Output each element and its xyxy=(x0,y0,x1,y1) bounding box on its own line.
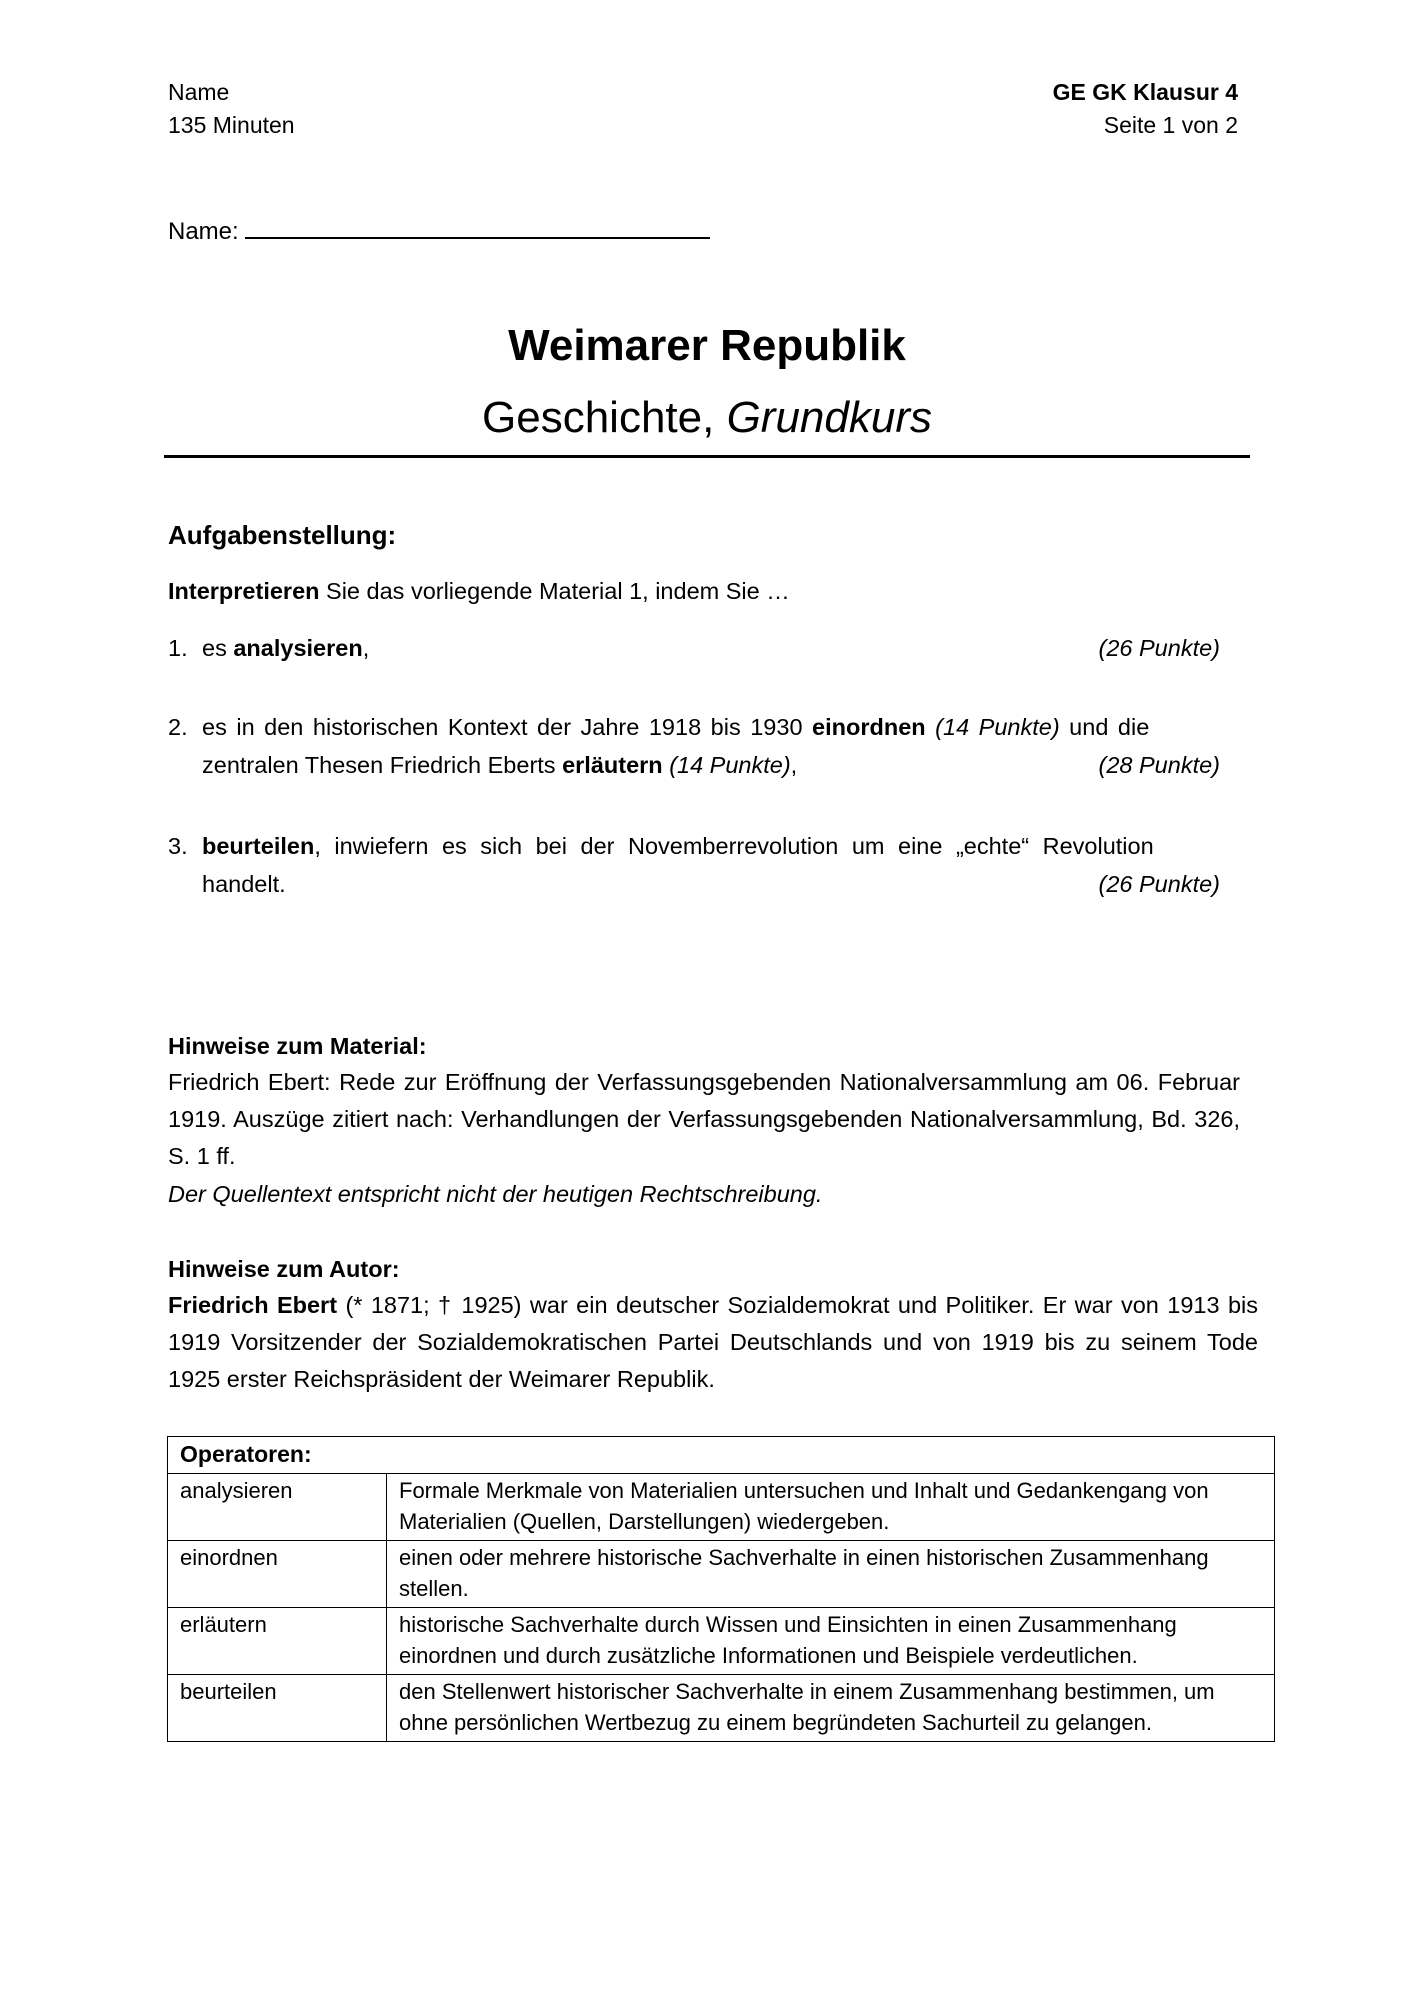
task-item-mid-1: und die xyxy=(1059,714,1150,740)
name-field-line[interactable] xyxy=(245,213,710,239)
task-item-points: (28 Punkte) xyxy=(1098,752,1220,778)
name-field xyxy=(168,213,710,247)
task-item-verb: einordnen xyxy=(812,714,926,740)
task-intro-text: Sie das vorliegende Material 1, indem Sie … xyxy=(319,578,790,604)
task-intro xyxy=(168,572,790,610)
task-item-text-line1 xyxy=(202,708,1220,746)
task-item-text-line2 xyxy=(202,746,1220,784)
operators-heading: Operatoren: xyxy=(168,1437,1275,1474)
material-note: Der Quellentext entspricht nicht der heutigen Rechtschreibung. xyxy=(168,1181,823,1207)
task-item-pre: es xyxy=(202,635,234,661)
task-item-number: 3. xyxy=(168,833,188,859)
task-item-verb: beurteilen xyxy=(202,833,315,859)
task-item-text-line2: handelt. xyxy=(202,871,286,897)
author-heading: Hinweise zum Autor: xyxy=(168,1256,400,1282)
operator-term: analysieren xyxy=(168,1474,387,1541)
table-row xyxy=(168,1608,1275,1675)
author-text xyxy=(168,1287,1258,1398)
subject-label: Geschichte, xyxy=(482,393,715,442)
task-item-3 xyxy=(168,827,1220,907)
operator-definition: einen oder mehrere historische Sachverhalte in einen historischen Zusammenhang stellen. xyxy=(387,1541,1275,1608)
task-item-rest: , inwiefern es sich bei der Novemberrevolution um eine „echte“ Revolution xyxy=(314,833,1154,859)
header-exam-title: GE GK Klausur 4 xyxy=(1052,79,1238,105)
task-item-mid-2: zentralen Thesen Friedrich Eberts xyxy=(202,752,563,778)
task-item-1 xyxy=(168,629,1220,667)
operator-definition: den Stellenwert historischer Sachverhalte in einem Zusammenhang bestimmen, um ohne persönlichen Wertbezug zu einem begründeten Sachurteil zu gelangen. xyxy=(387,1675,1275,1742)
operator-definition: historische Sachverhalte durch Wissen und Einsichten in einen Zusammenhang einordnen und durch zusätzliche Informationen und Beispiele verdeutlichen. xyxy=(387,1608,1275,1675)
page-subtitle xyxy=(0,390,1414,446)
header-duration: 135 Minuten xyxy=(168,112,295,138)
operator-term: erläutern xyxy=(168,1608,387,1675)
author-bio: (* 1871; † 1925) war ein deutscher Sozialdemokrat und Politiker. Er war von 1913 bis 1919 Vorsitzender der Sozialdemokratischen Partei Deutschlands und von 1919 bis zu seinem Tode 1925 erster Reichspräsident der Weimarer Republik. xyxy=(168,1292,1258,1392)
name-field-label: Name: xyxy=(168,218,239,245)
task-item-post: , xyxy=(362,635,370,661)
task-item-points: (26 Punkte) xyxy=(1098,871,1220,897)
task-item-post: , xyxy=(790,752,798,778)
task-item-verb-2: erläutern xyxy=(562,752,663,778)
material-heading: Hinweise zum Material: xyxy=(168,1033,427,1059)
table-row xyxy=(168,1675,1275,1742)
operators-header-row xyxy=(168,1437,1275,1474)
task-item-text-line1 xyxy=(202,827,1220,865)
task-item-subpoints-2: (14 Punkte) xyxy=(669,752,791,778)
task-item-text xyxy=(202,629,1220,667)
course-label: Grundkurs xyxy=(726,393,932,442)
task-item-number: 2. xyxy=(168,714,188,740)
task-item-number: 1. xyxy=(168,635,188,661)
header-page-info: Seite 1 von 2 xyxy=(1103,112,1238,138)
page-title: Weimarer Republik xyxy=(508,321,906,370)
task-heading: Aufgabenstellung: xyxy=(168,520,397,550)
task-item-points: (26 Punkte) xyxy=(1098,635,1220,661)
author-name: Friedrich Ebert xyxy=(168,1292,338,1318)
task-item-2 xyxy=(168,708,1220,788)
operator-term: beurteilen xyxy=(168,1675,387,1742)
header-name-label: Name xyxy=(168,79,230,105)
operator-term: einordnen xyxy=(168,1541,387,1608)
operator-definition: Formale Merkmale von Materialien untersuchen und Inhalt und Gedankengang von Materialien (Quellen, Darstellungen) wiedergeben. xyxy=(387,1474,1275,1541)
operators-table xyxy=(167,1436,1275,1742)
task-item-pre: es in den historischen Kontext der Jahre 1918 bis 1930 xyxy=(202,714,813,740)
title-divider xyxy=(164,455,1250,458)
task-item-subpoints-1: (14 Punkte) xyxy=(935,714,1060,740)
task-item-verb: analysieren xyxy=(233,635,363,661)
table-row xyxy=(168,1474,1275,1541)
table-row xyxy=(168,1541,1275,1608)
material-text: Friedrich Ebert: Rede zur Eröffnung der Verfassungsgebenden Nationalversammlung am 06. Februar 1919. Auszüge zitiert nach: Verhandlungen der Verfassungsgebenden Nationalversammlung, Bd. 326, S. 1 ff. xyxy=(168,1069,1240,1169)
task-intro-verb: Interpretieren xyxy=(168,578,320,604)
